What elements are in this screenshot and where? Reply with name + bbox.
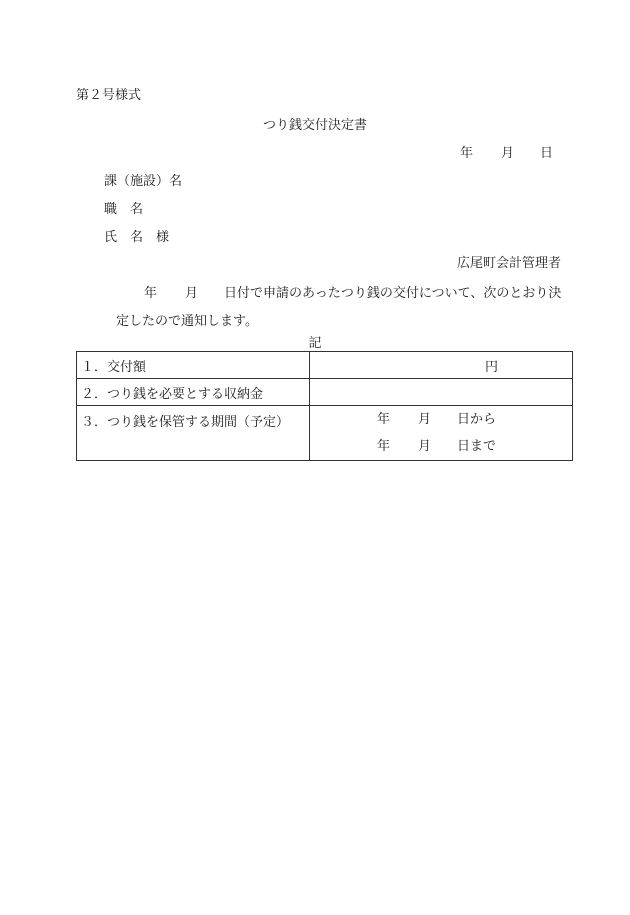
row-label-period: ３．つり銭を保管する期間（予定） bbox=[77, 406, 310, 461]
date-day: 日 bbox=[540, 146, 554, 161]
body-paragraph bbox=[76, 280, 576, 336]
row-label-amount: １．交付額 bbox=[77, 352, 310, 379]
addressee-department: 課（施設）名 bbox=[104, 174, 183, 189]
period-value bbox=[310, 406, 573, 461]
to-year: 年 bbox=[377, 439, 391, 454]
details-table bbox=[76, 351, 573, 461]
date-month: 月 bbox=[501, 146, 515, 161]
addressee-position: 職 名 bbox=[104, 202, 144, 217]
from-day: 日から bbox=[457, 412, 497, 427]
issuer: 広尾町会計管理者 bbox=[457, 256, 562, 271]
table-row bbox=[77, 352, 573, 379]
from-month: 月 bbox=[418, 412, 432, 427]
period-to bbox=[310, 433, 572, 460]
from-year: 年 bbox=[377, 412, 391, 427]
form-number: 第２号様式 bbox=[76, 88, 142, 103]
date-year: 年 bbox=[460, 146, 474, 161]
ki-heading: 記 bbox=[308, 336, 322, 351]
document-title: つり銭交付決定書 bbox=[262, 118, 367, 133]
to-month: 月 bbox=[418, 439, 432, 454]
row-label-revenue: ２．つり銭を必要とする収納金 bbox=[77, 379, 310, 406]
addressee-name: 氏 名 様 bbox=[104, 230, 170, 245]
revenue-value bbox=[310, 379, 573, 406]
to-day: 日まで bbox=[457, 439, 497, 454]
body-month: 月 bbox=[185, 286, 199, 301]
body-year: 年 bbox=[144, 286, 158, 301]
issue-date bbox=[460, 146, 553, 162]
body-text-rest: 日付で申請のあったつり銭の交付について、次のとおり決 bbox=[224, 286, 562, 301]
period-from bbox=[310, 406, 572, 433]
table-row bbox=[77, 406, 573, 461]
addressee-block bbox=[104, 174, 182, 258]
table-row bbox=[77, 379, 573, 406]
amount-value: 円 bbox=[310, 352, 573, 379]
body-text-line2: 定したので通知します。 bbox=[116, 314, 258, 329]
